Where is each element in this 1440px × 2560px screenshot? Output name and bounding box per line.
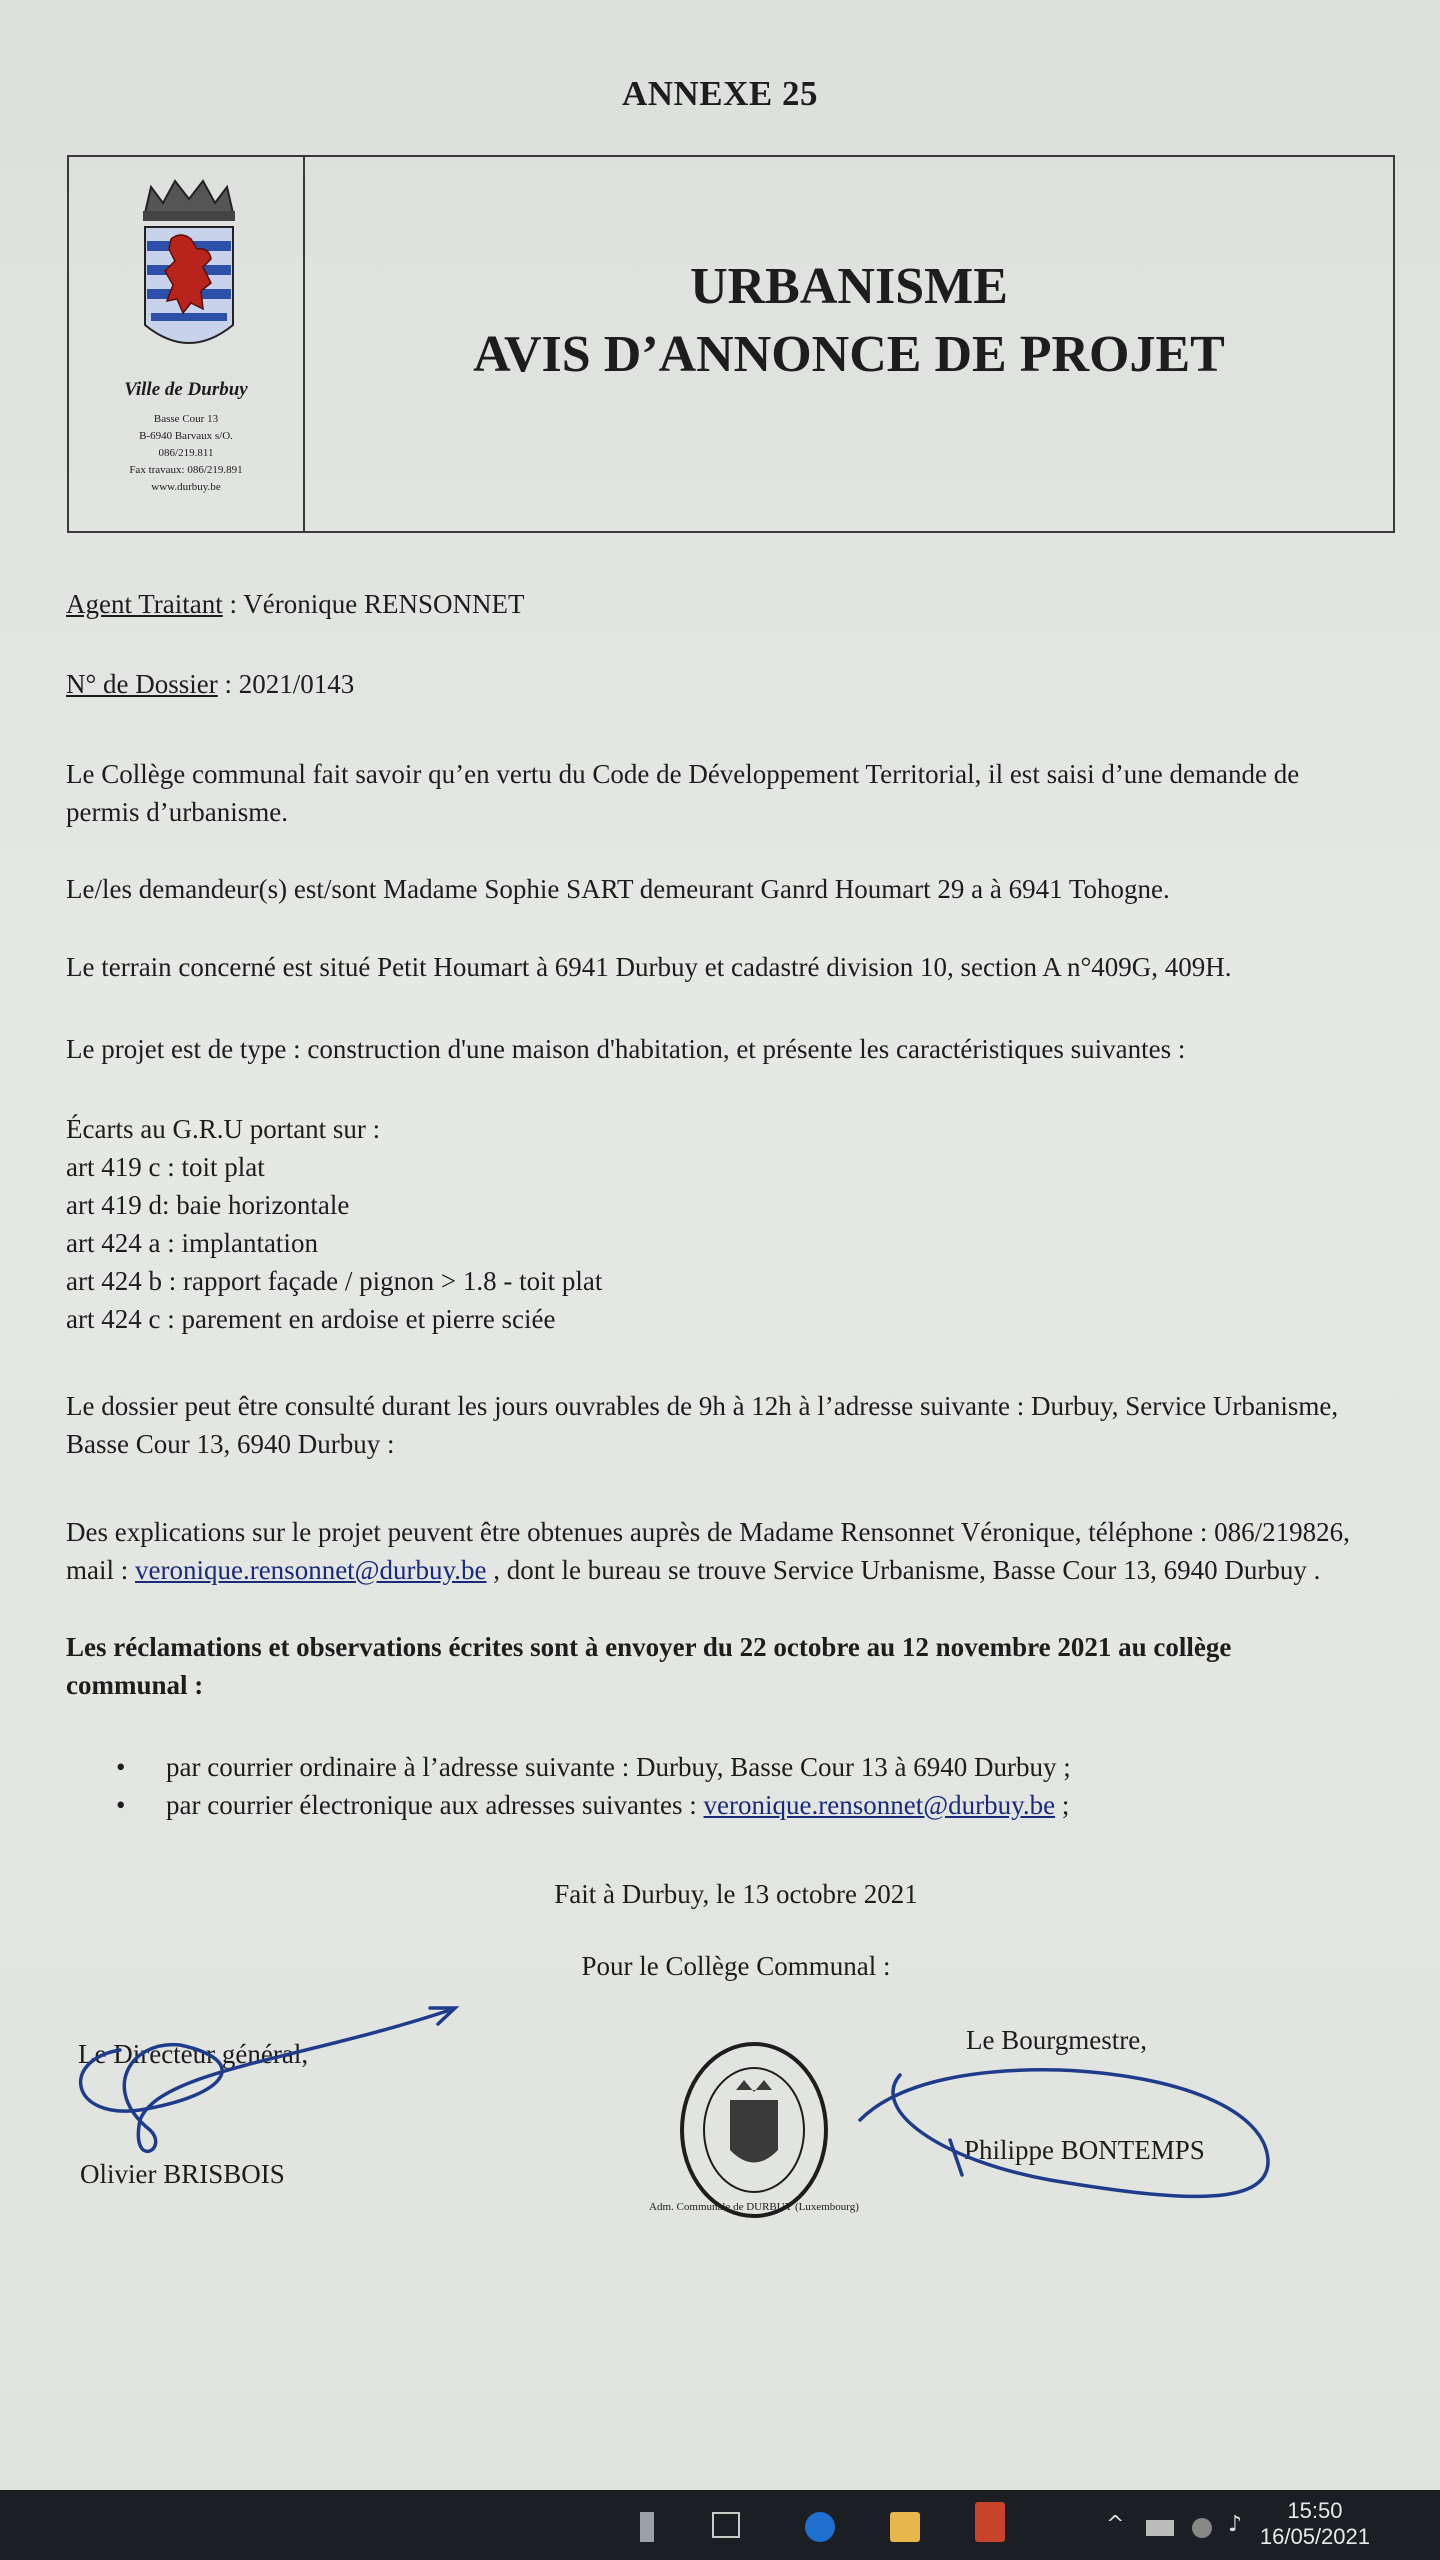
consultation-line-2: Basse Cour 13, 6940 Durbuy :	[66, 1429, 395, 1459]
address-line: 086/219.811	[158, 447, 214, 459]
address-line: www.durbuy.be	[151, 481, 221, 493]
search-icon[interactable]	[640, 2512, 654, 2542]
municipal-seal	[649, 2040, 859, 2220]
paragraph-applicant: Le/les demandeur(s) est/sont Madame Sophie SART demeurant Ganrd Houmart 29 a à 6941 Tohogne.	[66, 874, 1170, 904]
annex-number: ANNEXE 25	[621, 74, 819, 113]
paragraph-project-type: Le projet est de type : construction d'une maison d'habitation, et présente les caractéristiques suivantes :	[66, 1034, 1186, 1064]
deviation-item: art 419 c : toit plat	[66, 1152, 265, 1182]
mail-prefix: mail :	[66, 1555, 135, 1585]
network-icon[interactable]	[1192, 2518, 1212, 2538]
battery-icon[interactable]	[1146, 2520, 1174, 2536]
dossier-value: 2021/0143	[238, 669, 355, 699]
deviation-item: art 419 d: baie horizontale	[66, 1190, 350, 1220]
signatory-left-name: Olivier BRISBOIS	[80, 2159, 285, 2189]
explanations-line-1: Des explications sur le projet peuvent être obtenues auprès de Madame Rensonnet Véronique, téléphone : 086/219826,	[66, 1517, 1350, 1547]
chevron-up-icon[interactable]: ^	[1106, 2512, 1125, 2537]
complaints-line-1: Les réclamations et observations écrites sont à envoyer du 22 octobre au 12 novembre 2021 au collège	[66, 1632, 1232, 1662]
document-title-line-2: AVIS D’ANNONCE DE PROJET	[473, 326, 1225, 383]
document-title-line-1: URBANISME	[690, 258, 1008, 315]
consultation-line-1: Le dossier peut être consulté durant les jours ouvrables de 9h à 12h à l’adresse suivante : Durbuy, Service Urbanisme,	[66, 1391, 1339, 1421]
email-link[interactable]: veronique.rensonnet@durbuy.be	[135, 1555, 487, 1585]
address-line: Basse Cour 13	[153, 413, 219, 425]
director-signature	[81, 2008, 455, 2151]
signatory-left-title: Le Directeur général,	[78, 2039, 309, 2069]
explanations-suffix: , dont le bureau se trouve Service Urbanisme, Basse Cour 13, 6940 Durbuy .	[486, 1555, 1321, 1585]
deviation-item: art 424 a : implantation	[66, 1228, 318, 1258]
paragraph-land: Le terrain concerné est situé Petit Houmart à 6941 Durbuy et cadastré division 10, section A n°409G, 409H.	[66, 952, 1232, 982]
clock-date: 16/05/2021	[1259, 2524, 1370, 2549]
edge-browser-icon[interactable]	[805, 2512, 835, 2542]
municipality-name: Ville de Durbuy	[124, 379, 248, 400]
signatory-right-name: Philippe BONTEMPS	[964, 2135, 1205, 2165]
clock-time: 15:50	[1287, 2498, 1343, 2523]
dossier-label: N° de Dossier	[66, 669, 218, 699]
email-method-suffix: ;	[1055, 1790, 1070, 1820]
paragraph-intro-line-2: permis d’urbanisme.	[66, 797, 288, 827]
agent-separator: :	[222, 589, 244, 619]
windows-taskbar	[0, 2490, 1440, 2560]
address-line: B-6940 Barvaux s/O.	[139, 430, 233, 442]
agent-value: Véronique RENSONNET	[243, 589, 525, 619]
postal-method: par courrier ordinaire à l’adresse suivante : Durbuy, Basse Cour 13 à 6940 Durbuy ;	[166, 1752, 1071, 1782]
date-place: Fait à Durbuy, le 13 octobre 2021	[554, 1879, 918, 1909]
task-view-icon[interactable]	[712, 2512, 740, 2538]
deviation-item: art 424 b : rapport façade / pignon > 1.8 - toit plat	[66, 1266, 603, 1296]
agent-label: Agent Traitant	[66, 589, 223, 619]
volume-icon[interactable]: ♪	[1228, 2512, 1243, 2537]
deviation-item: art 424 c : parement en ardoise et pierre sciée	[66, 1304, 556, 1334]
email-link[interactable]: veronique.rensonnet@durbuy.be	[703, 1790, 1056, 1820]
powerpoint-icon[interactable]	[975, 2502, 1005, 2542]
address-line: Fax travaux: 086/219.891	[129, 464, 243, 476]
paragraph-intro-line-1: Le Collège communal fait savoir qu’en vertu du Code de Développement Territorial, il est saisi d’une demande de	[66, 759, 1300, 789]
college-mention: Pour le Collège Communal :	[581, 1951, 891, 1981]
complaints-line-2: communal :	[66, 1670, 204, 1700]
deviations-heading: Écarts au G.R.U portant sur :	[66, 1114, 381, 1144]
taskbar-clock[interactable]	[1260, 2498, 1370, 2550]
email-method-prefix: par courrier électronique aux adresses suivantes :	[166, 1790, 704, 1820]
file-explorer-icon[interactable]	[890, 2512, 920, 2542]
seal-text: Adm. Communale de DURBUY (Luxembourg)	[649, 2201, 859, 2213]
mayor-signature	[860, 2070, 1268, 2197]
signatory-right-title: Le Bourgmestre,	[966, 2025, 1147, 2055]
dossier-separator: :	[217, 669, 239, 699]
